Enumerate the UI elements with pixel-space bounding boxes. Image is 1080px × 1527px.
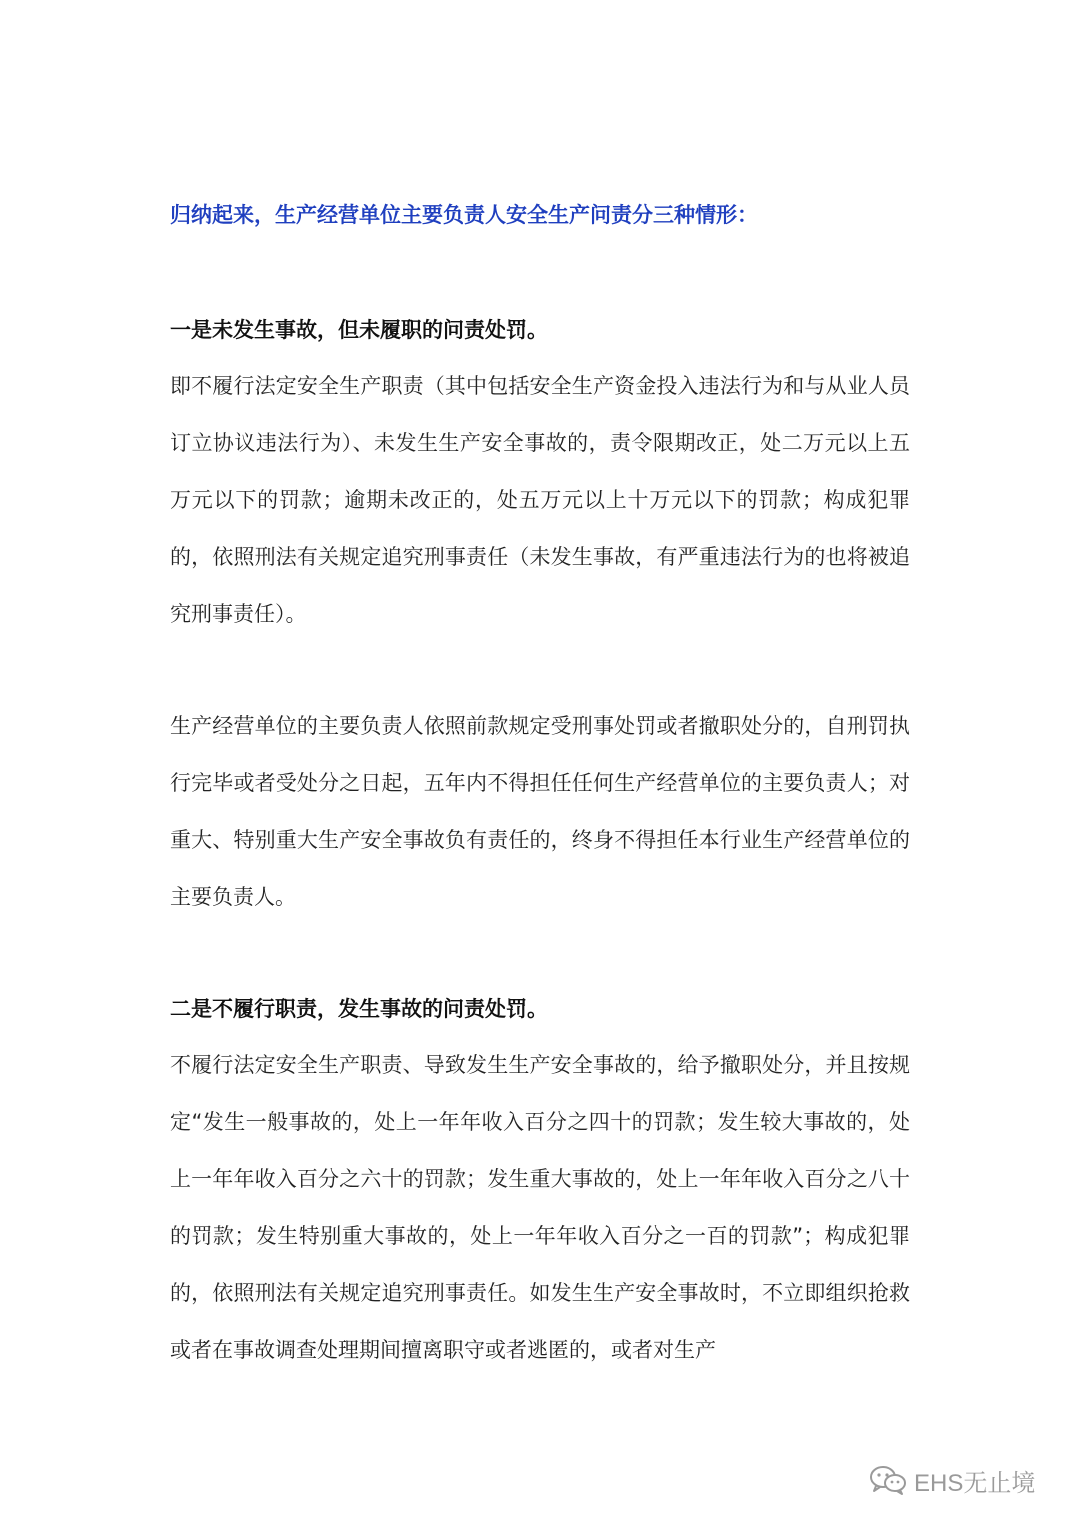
section-two: [170, 989, 910, 1379]
paragraph: 不履行法定安全生产职责、导致发生生产安全事故的，给予撤职处分，并且按规定“发生一般事故的，处上一年年收入百分之四十的罚款；发生较大事故的，处上一年年收入百分之六十的罚款；发生重大事故的，处上一年年收入百分之八十的罚款；发生特别重大事故的，处上一年年收入百分之一百的罚款”；构成犯罪的，依照刑法有关规定追究刑事责任。如发生生产安全事故时，不立即组织抢救或者在事故调查处理期间擅离职守或者逃匿的，或者对生产: [170, 1053, 910, 1362]
section-heading: 二是不履行职责，发生事故的问责处罚。: [170, 997, 548, 1021]
paragraph: 生产经营单位的主要负责人依照前款规定受刑事处罚或者撤职处分的，自刑罚执行完毕或者受处分之日起，五年内不得担任任何生产经营单位的主要负责人；对重大、特别重大生产安全事故负有责任的，终身不得担任本行业生产经营单位的主要负责人。: [170, 714, 910, 909]
section-one: [170, 310, 910, 926]
summary-heading: 归纳起来，生产经营单位主要负责人安全生产问责分三种情形：: [170, 203, 758, 227]
wechat-icon: [868, 1464, 908, 1496]
watermark: [868, 1463, 1035, 1497]
paragraph: 即不履行法定安全生产职责（其中包括安全生产资金投入违法行为和与从业人员订立协议违法行为）、未发生生产安全事故的，责令限期改正，处二万元以上五万元以下的罚款；逾期未改正的，处五万元以上十万元以下的罚款；构成犯罪的，依照刑法有关规定追究刑事责任（未发生事故，有严重违法行为的也将被追究刑事责任）。: [170, 374, 910, 626]
watermark-text: EHS无止境: [914, 1469, 1036, 1497]
article-body: [170, 195, 910, 1379]
section-heading: 一是未发生事故，但未履职的问责处罚。: [170, 318, 548, 342]
